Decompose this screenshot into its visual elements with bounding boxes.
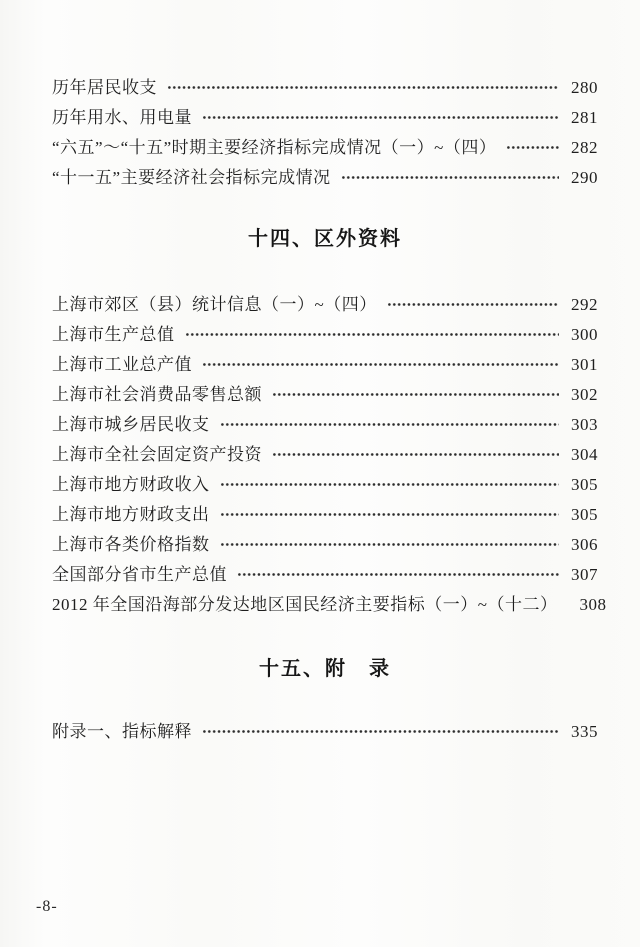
- toc-entry-page: 303: [571, 415, 598, 434]
- toc-entry-title: 上海市生产总值: [52, 325, 175, 344]
- toc-entry-title: 全国部分省市生产总值: [52, 565, 227, 584]
- toc-entry: [52, 108, 598, 128]
- toc-entry-page: 304: [571, 445, 598, 464]
- toc-entry-page: 307: [571, 565, 598, 584]
- toc-entry-page: 292: [571, 295, 598, 314]
- section-heading-14: 十四、区外资料: [248, 228, 402, 250]
- toc-leader-dots: [220, 508, 560, 522]
- toc-entry-page: 281: [571, 108, 598, 127]
- toc-leader-dots: [202, 358, 559, 372]
- toc-leader-dots: [220, 418, 560, 432]
- toc-entry: [52, 535, 598, 555]
- toc-entry: [52, 722, 598, 742]
- toc-entry-page: 302: [571, 385, 598, 404]
- toc-entry-title: 上海市社会消费品零售总额: [52, 385, 262, 404]
- folio-page-number: -8-: [36, 898, 58, 915]
- toc-entry: [52, 168, 598, 188]
- toc-entry-title: “十一五”主要经济社会指标完成情况: [52, 168, 331, 187]
- toc-entry: [52, 355, 598, 375]
- toc-entry-page: 306: [571, 535, 598, 554]
- toc-entry: [52, 505, 598, 525]
- toc-entry: [52, 385, 598, 405]
- toc-entry-page: 301: [571, 355, 598, 374]
- toc-entry-page: 300: [571, 325, 598, 344]
- toc-leader-dots: [387, 298, 559, 312]
- toc-leader-dots: [185, 328, 560, 342]
- toc-entry: [52, 445, 598, 465]
- toc-entry-title: “六五”～“十五”时期主要经济指标完成情况（一）~（四）: [52, 138, 497, 157]
- toc-leader-dots: [220, 478, 560, 492]
- toc-entry: [52, 415, 598, 435]
- toc-leader-dots: [202, 725, 559, 739]
- toc-leader-dots: [237, 568, 559, 582]
- toc-leader-dots: [167, 81, 559, 95]
- toc-entry-title: 上海市城乡居民收支: [52, 415, 210, 434]
- toc-group-section-14: [52, 295, 607, 615]
- toc-group-section-15: [52, 722, 598, 742]
- toc-entry-title: 上海市全社会固定资产投资: [52, 445, 262, 464]
- toc-entry-page: 305: [571, 475, 598, 494]
- toc-entry-page: 290: [571, 168, 598, 187]
- toc-entry-title: 上海市各类价格指数: [52, 535, 210, 554]
- toc-entry: [52, 138, 598, 158]
- toc-entry-title: 上海市地方财政支出: [52, 505, 210, 524]
- toc-entry-page: 308: [579, 595, 607, 614]
- toc-entry-title: 历年用水、用电量: [52, 108, 192, 127]
- toc-entry: [52, 595, 607, 615]
- toc-entry-page: 335: [571, 722, 598, 741]
- toc-leader-dots: [220, 538, 560, 552]
- toc-entry: [52, 325, 598, 345]
- toc-entry-title: 附录一、指标解释: [52, 722, 192, 741]
- toc-leader-dots: [341, 171, 559, 185]
- toc-leader-dots: [506, 141, 559, 155]
- toc-entry: [52, 565, 598, 585]
- toc-entry-page: 305: [571, 505, 598, 524]
- toc-entry: [52, 78, 598, 98]
- toc-entry-page: 282: [571, 138, 598, 157]
- toc-leader-dots: [202, 111, 559, 125]
- toc-entry-title: 2012 年全国沿海部分发达地区国民经济主要指标（一）~（十二）: [52, 595, 558, 614]
- toc-entry-title: 上海市郊区（县）统计信息（一）~（四）: [52, 295, 377, 314]
- toc-entry-page: 280: [571, 78, 598, 97]
- toc-entry-title: 历年居民收支: [52, 78, 157, 97]
- toc-entry-title: 上海市地方财政收入: [52, 475, 210, 494]
- toc-entry: [52, 475, 598, 495]
- toc-leader-dots: [272, 448, 559, 462]
- toc-leader-dots: [272, 388, 559, 402]
- toc-entry-title: 上海市工业总产值: [52, 355, 192, 374]
- toc-entry: [52, 295, 598, 315]
- toc-group-continuation: [52, 78, 598, 188]
- section-heading-15: 十五、附 录: [259, 658, 391, 680]
